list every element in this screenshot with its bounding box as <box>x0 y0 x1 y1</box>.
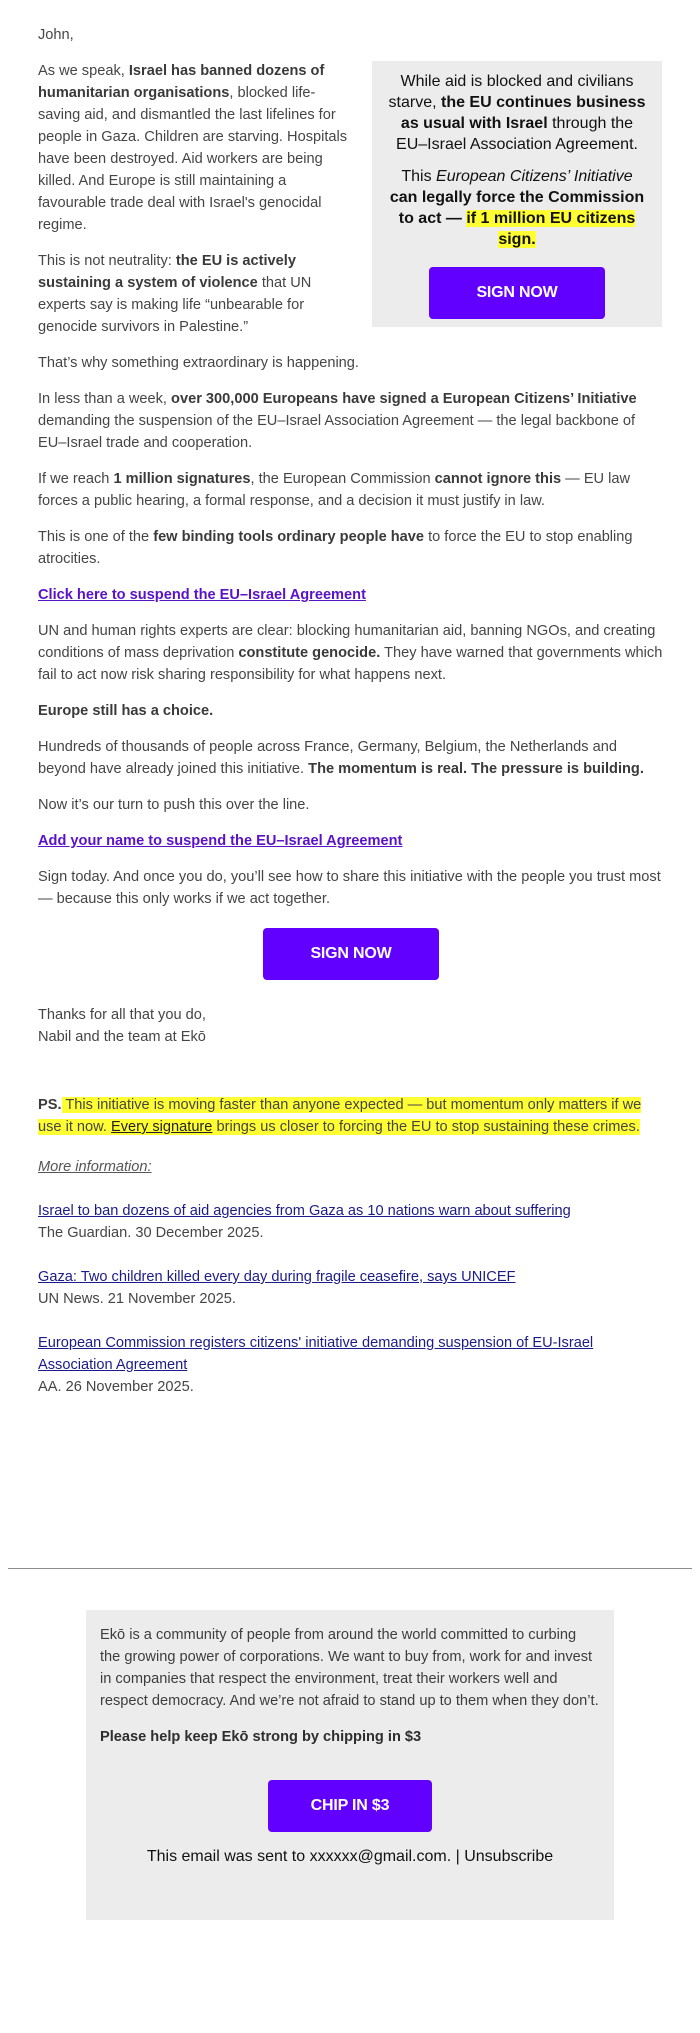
reference-link[interactable]: Israel to ban dozens of aid agencies from Gaza as 10 nations warn about suffering <box>38 1203 571 1219</box>
more-info-label: More information: <box>38 1159 152 1175</box>
ps-highlight: This initiative is moving faster than anyone expected — but momentum only matters if we use it now. Every signature brings us closer to forcing the EU to stop sustaining these crimes. <box>38 1097 642 1135</box>
add-your-name-link[interactable]: Add your name to suspend the EU–Israel Agreement <box>38 833 403 849</box>
chip-in-container <box>100 1780 600 1832</box>
reference-item <box>38 1266 664 1310</box>
cta-link-paragraph-2 <box>38 830 664 852</box>
footer-box <box>86 1610 614 1920</box>
chip-in-button[interactable]: CHIP IN $3 <box>268 1780 432 1832</box>
cta-link-paragraph-1 <box>38 584 664 606</box>
reference-source: UN News. 21 November 2025. <box>38 1291 236 1307</box>
paragraph-neutrality: This is not neutrality: the EU is actively sustaining a system of violence that UN experts say is making life “unbearable for genocide survivors in Palestine.” <box>38 253 312 335</box>
paragraph-binding-tools: This is one of the few binding tools ordinary people have to force the EU to stop enabling atrocities. <box>38 529 633 567</box>
footer-divider <box>8 1568 692 1569</box>
paragraph-momentum: Hundreds of thousands of people across France, Germany, Belgium, the Netherlands and beyond have already joined this initiative. The momentum is real. The pressure is building. <box>38 739 644 777</box>
email-body <box>38 24 664 1420</box>
ps-paragraph: PS. This initiative is moving faster than anyone expected — but momentum only matters if we use it now. Every signature brings us closer to forcing the EU to stop sustaining these crimes. <box>38 1097 642 1135</box>
sent-to-line: This email was sent to xxxxxx@gmail.com. | Unsubscribe <box>146 1848 554 1865</box>
footer-ask: Please help keep Ekō strong by chipping in $3 <box>100 1729 422 1745</box>
reference-link[interactable]: European Commission registers citizens' initiative demanding suspension of EU-Israel Association Agreement <box>38 1335 594 1373</box>
every-signature-link[interactable]: Every signature <box>111 1119 213 1135</box>
callout-paragraph-1: While aid is blocked and civilians starve, the EU continues business as usual with Israel through the EU–Israel Association Agreement. <box>388 73 646 153</box>
sign-now-button[interactable]: SIGN NOW <box>263 928 439 980</box>
paragraph-extraordinary: That’s why something extraordinary is happening. <box>38 355 359 371</box>
recipient-email: xxxxxx@gmail.com. <box>309 1848 452 1865</box>
greeting: John, <box>38 27 74 43</box>
highlighted-text: if 1 million EU citizens sign. <box>466 210 636 248</box>
paragraph-choice: Europe still has a choice. <box>38 703 214 719</box>
references-list <box>38 1200 664 1398</box>
sign-now-container <box>38 928 664 980</box>
more-info-label-paragraph <box>38 1156 664 1178</box>
paragraph-intro: As we speak, Israel has banned dozens of humanitarian organisations, blocked life-saving aid, and dismantled the last lifelines for people in Gaza. Children are starving. Hospitals have been destroyed. Aid workers are being killed. And Europe is still maintaining a favourable trade deal with Israel's genocidal regime. <box>38 63 348 233</box>
unsubscribe-link[interactable]: Unsubscribe <box>464 1848 554 1865</box>
paragraph-our-turn: Now it’s our turn to push this over the line. <box>38 797 310 813</box>
paragraph-signatures: In less than a week, over 300,000 Europeans have signed a European Citizens’ Initiative demanding the suspension of the EU–Israel Association Agreement — the legal backbone of EU–Israel trade and cooperation. <box>38 391 637 451</box>
paragraph-experts: UN and human rights experts are clear: blocking humanitarian aid, banning NGOs, and creating conditions of mass deprivation constitute genocide. They have warned that governments which fail to act now risk sharing responsibility for what happens next. <box>38 623 663 683</box>
callout-paragraph-2: This European Citizens’ Initiative can legally force the Commission to act — if 1 million EU citizens sign. <box>389 168 645 248</box>
callout-box <box>372 61 662 327</box>
signoff-thanks: Thanks for all that you do, <box>38 1007 206 1023</box>
reference-item <box>38 1332 664 1398</box>
sign-now-button-top[interactable]: SIGN NOW <box>429 267 605 319</box>
reference-source: AA. 26 November 2025. <box>38 1379 194 1395</box>
reference-link[interactable]: Gaza: Two children killed every day during fragile ceasefire, says UNICEF <box>38 1269 516 1285</box>
suspend-agreement-link[interactable]: Click here to suspend the EU–Israel Agreement <box>38 587 366 603</box>
paragraph-million: If we reach 1 million signatures, the European Commission cannot ignore this — EU law forces a public hearing, a formal response, and a decision it must justify in law. <box>38 471 631 509</box>
reference-source: The Guardian. 30 December 2025. <box>38 1225 264 1241</box>
reference-item <box>38 1200 664 1244</box>
signoff-name: Nabil and the team at Ekō <box>38 1029 206 1045</box>
footer-about: Ekō is a community of people from around the world committed to curbing the growing power of corporations. We want to buy from, work for and invest in companies that respect the environment, treat their workers well and respect democracy. And we’re not afraid to stand up to them when they don’t. <box>100 1627 599 1709</box>
paragraph-sign-today: Sign today. And once you do, you’ll see how to share this initiative with the people you trust most — because this only works if we act together. <box>38 869 661 907</box>
